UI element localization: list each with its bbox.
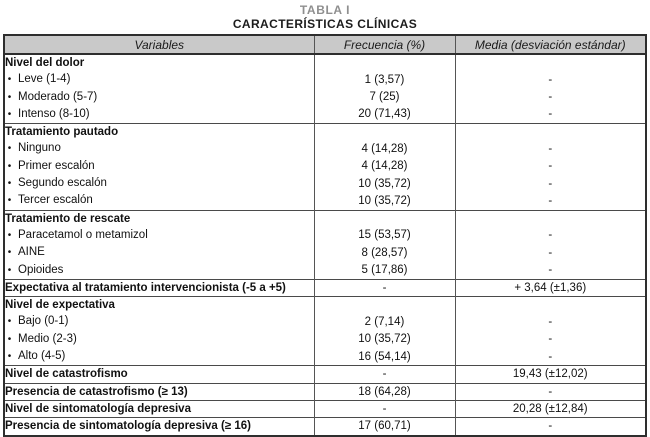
table-row [4,400,646,417]
table-number-title: TABLA I [299,3,351,17]
frequency-cell: 8 (28,57) [314,244,455,261]
frequency-cell: 10 (35,72) [314,192,455,210]
variable-label: Alto (4-5) [18,350,66,363]
variable-item-cell [4,106,314,124]
table-row [4,383,646,400]
col-header-media: Media (desviación estándar) [455,35,646,54]
table-row [4,210,646,227]
frequency-cell: 7 (25) [314,89,455,106]
frequency-cell: 10 (35,72) [314,175,455,192]
variable-label: Presencia de catastrofismo (≥ 13) [5,385,188,398]
variable-group-cell [4,124,314,141]
table-row [4,227,646,244]
table-row [4,366,646,383]
media-cell: + 3,64 (±1,36) [455,279,646,296]
variable-label: Leve (1-4) [18,73,71,86]
variable-label: Nivel de sintomatología depresiva [5,402,191,415]
variable-label: Presencia de sintomatología depresiva (≥ 16) [5,420,251,433]
variable-group-cell [4,279,314,296]
media-cell: - [455,175,646,192]
bullet-icon: • [7,178,12,190]
variable-item-cell [4,158,314,175]
variable-group-cell [4,210,314,227]
frequency-cell: 5 (17,86) [314,262,455,280]
variable-label: Primer escalón [18,159,95,172]
variable-label: Segundo escalón [18,177,107,190]
table-row [4,175,646,192]
table-row [4,71,646,88]
clinical-characteristics-table [3,34,647,437]
table-row [4,418,646,436]
bullet-icon: • [7,91,12,103]
variable-group-cell [4,383,314,400]
media-cell: - [455,89,646,106]
bullet-icon: • [7,143,12,155]
frequency-cell: 4 (14,28) [314,140,455,157]
bullet-icon: • [7,74,12,86]
bullet-icon: • [7,247,12,259]
table-row [4,262,646,280]
bullet-icon: • [7,195,12,207]
media-cell: - [455,158,646,175]
variable-label: Intenso (8-10) [18,107,90,120]
variable-item-cell [4,227,314,244]
col-header-variables: Variables [4,35,314,54]
table-row [4,54,646,71]
variable-item-cell [4,192,314,210]
frequency-cell: 16 (54,14) [314,348,455,366]
frequency-cell: 18 (64,28) [314,383,455,400]
variable-group-cell [4,418,314,436]
table-subtitle: CARACTERÍSTICAS CLÍNICAS [232,17,418,31]
variable-group-cell [4,297,314,314]
table-row [4,331,646,348]
frequency-cell: - [314,279,455,296]
media-cell [455,124,646,141]
table-row [4,106,646,124]
table-row [4,348,646,366]
table-row [4,313,646,330]
frequency-cell [314,124,455,141]
table-header-row [4,35,646,54]
variable-label: Medio (2-3) [18,332,77,345]
variable-label: Expectativa al tratamiento intervencionista (-5 a +5) [5,281,286,294]
frequency-cell: 2 (7,14) [314,313,455,330]
frequency-cell: 10 (35,72) [314,331,455,348]
variable-group-cell [4,366,314,383]
table-row [4,279,646,296]
media-cell: - [455,348,646,366]
variable-label: Nivel de expectativa [5,299,115,312]
bullet-icon: • [7,316,12,328]
frequency-cell: 20 (71,43) [314,106,455,124]
table-row [4,89,646,106]
media-cell [455,297,646,314]
media-cell [455,210,646,227]
variable-item-cell [4,262,314,280]
variable-label: Nivel de catastrofismo [5,368,128,381]
variable-item-cell [4,175,314,192]
media-cell: - [455,331,646,348]
media-cell: - [455,244,646,261]
col-header-frecuencia: Frecuencia (%) [314,35,455,54]
frequency-cell [314,210,455,227]
media-cell [455,54,646,71]
frequency-cell: - [314,366,455,383]
table-row [4,297,646,314]
table-row [4,158,646,175]
table-row [4,124,646,141]
table-row [4,192,646,210]
media-cell: - [455,383,646,400]
media-cell: - [455,262,646,280]
variable-label: Opioides [18,263,64,276]
bullet-icon: • [7,351,12,363]
variable-label: Nivel del dolor [5,57,85,69]
media-cell: 20,28 (±12,84) [455,400,646,417]
variable-item-cell [4,244,314,261]
variable-label: Ninguno [18,142,61,155]
variable-item-cell [4,348,314,366]
table-row [4,140,646,157]
variable-group-cell [4,54,314,71]
variable-item-cell [4,313,314,330]
bullet-icon: • [7,108,12,120]
media-cell: - [455,192,646,210]
media-cell: - [455,71,646,88]
variable-item-cell [4,89,314,106]
frequency-cell [314,297,455,314]
variable-label: Tratamiento pautado [5,126,119,139]
media-cell: - [455,106,646,124]
variable-group-cell [4,400,314,417]
media-cell: - [455,227,646,244]
variable-label: Bajo (0-1) [18,315,69,328]
variable-label: Tratamiento de rescate [5,212,131,225]
table-body [4,54,646,436]
frequency-cell: 17 (60,71) [314,418,455,436]
media-cell: - [455,140,646,157]
bullet-icon: • [7,160,12,172]
bullet-icon: • [7,264,12,276]
media-cell: 19,43 (±12,02) [455,366,646,383]
variable-item-cell [4,71,314,88]
media-cell: - [455,418,646,436]
variable-label: Paracetamol o metamizol [18,228,148,241]
frequency-cell: 1 (3,57) [314,71,455,88]
bullet-icon: • [7,333,12,345]
variable-item-cell [4,140,314,157]
variable-item-cell [4,331,314,348]
frequency-cell [314,54,455,71]
frequency-cell: - [314,400,455,417]
variable-label: AINE [18,246,45,259]
frequency-cell: 15 (53,57) [314,227,455,244]
table-row [4,244,646,261]
frequency-cell: 4 (14,28) [314,158,455,175]
bullet-icon: • [7,229,12,241]
variable-label: Moderado (5-7) [18,90,98,103]
media-cell: - [455,313,646,330]
variable-label: Tercer escalón [18,194,93,207]
